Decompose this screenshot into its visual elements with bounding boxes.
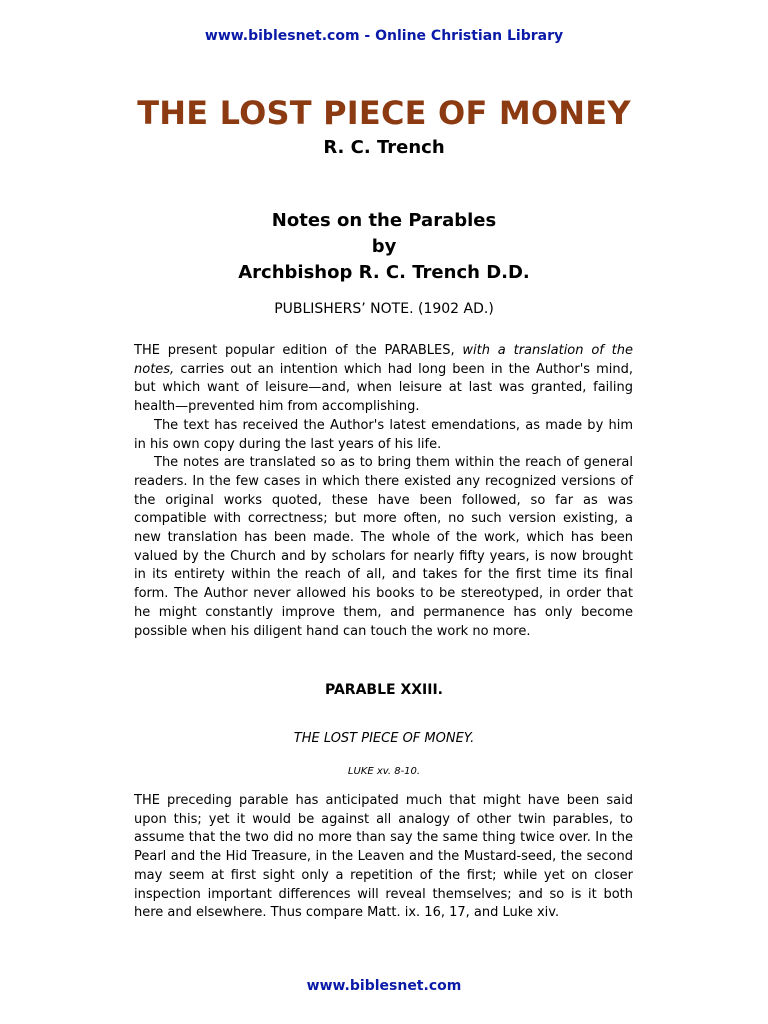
scripture-reference: LUKE xv. 8-10.: [347, 766, 421, 777]
intro-paragraph-3: The notes are translated so as to bring them within the reach of general readers. In the few cases in which there existed any recognized versions of the original works quoted, these have been followed, so far as was compatible with correctness; but more often, no such version existing, a new translation has been made. The whole of the work, which has been valued by the Church and by scholars for nearly fifty years, is now brought in its entirety within the reach of all, and takes for the first time its final form. The Author never allowed his books to be stereotyped, in order that he might constantly improve them, and permanence has only become possible when his diligent hand can touch the work no more.: [134, 455, 633, 639]
publishers-note-label: PUBLISHERS’ NOTE.: [274, 301, 414, 317]
publishers-note-date: (1902 AD.): [413, 301, 494, 317]
footer-site-link[interactable]: www.biblesnet.com: [306, 978, 462, 994]
header-site-link[interactable]: www.biblesnet.com - Online Christian Library: [204, 28, 564, 44]
intro-paragraph-1: [134, 342, 633, 417]
intro-text: [134, 342, 633, 641]
parable-title: THE LOST PIECE OF MONEY.: [293, 731, 475, 746]
intro-paragraph-2: The text has received the Author's latest emendations, as made by him in his own copy during the last years of his life.: [134, 417, 633, 452]
subtitle-block: [0, 208, 768, 286]
parable-text: [134, 792, 633, 923]
author-name: R. C. Trench: [323, 137, 445, 158]
subtitle-line-2: by: [371, 236, 397, 257]
page-title: THE LOST PIECE OF MONEY: [137, 94, 631, 132]
intro-p1-start: THE present popular edition of the PARABLES,: [134, 343, 463, 358]
subtitle-line-3: Archbishop R. C. Trench D.D.: [238, 262, 530, 283]
subtitle-line-1: Notes on the Parables: [271, 210, 497, 231]
publishers-note-heading: [0, 301, 768, 317]
intro-p1-end: carries out an intention which had long been in the Author's mind, but which want of leisure—and, when leisure at last was granted, failing health—prevented him from accomplishing.: [134, 361, 633, 415]
parable-paragraph-1: THE preceding parable has anticipated much that might have been said upon this; yet it would be against all analogy of other twin parables, to assume that the two did no more than say the same thing twice over. In the Pearl and the Hid Treasure, in the Leaven and the Mustard-seed, the second may seem at first sight only a repetition of the first; while yet on closer inspection important differences will reveal themselves; and so is it both here and elsewhere. Thus compare Matt. ix. 16, 17, and Luke xiv.: [134, 793, 633, 921]
parable-number: PARABLE XXIII.: [325, 682, 443, 698]
intro-p1-italic: with a translation of the notes,: [134, 343, 633, 377]
